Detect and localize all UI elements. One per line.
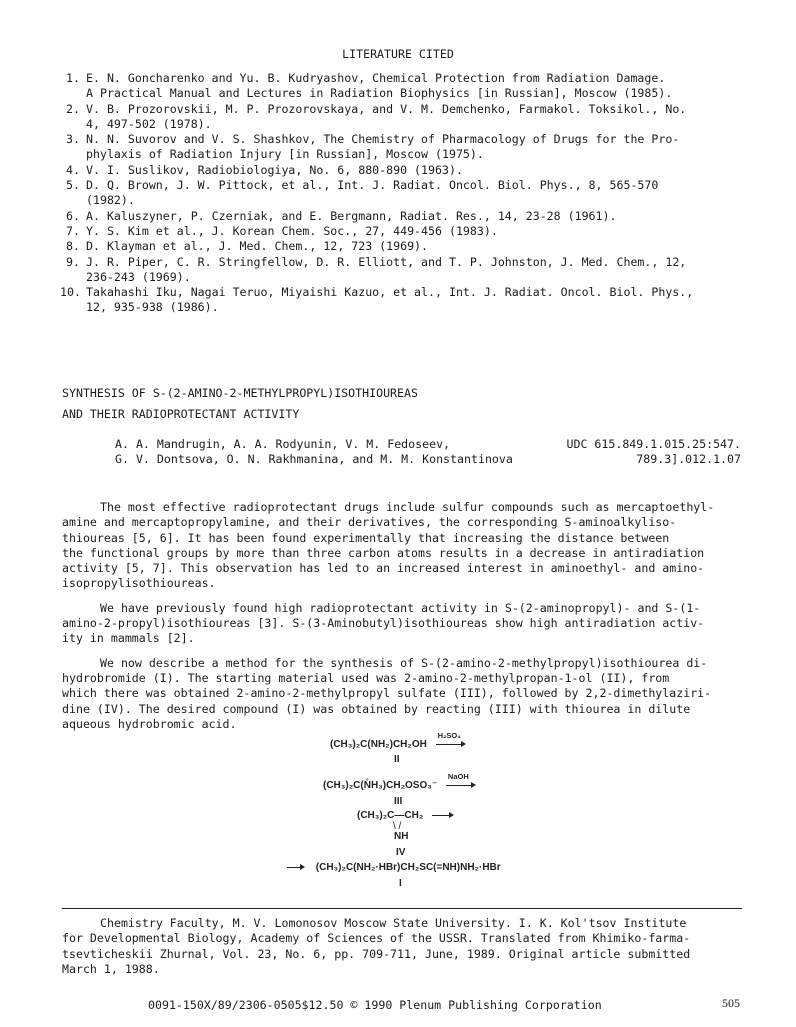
reference-item (60, 255, 760, 286)
copyright-line: 0091-150X/89/2306-0505$12.50 © 1990 Plenum Publishing Corporation (148, 998, 602, 1012)
reference-text: Takahashi Iku, Nagai Teruo, Miyaishi Kazuo, et al., Int. J. Radiat. Oncol. Biol. Phys., 12, 935-938 (1986). (86, 285, 694, 315)
udc-line: 789.3].012.1.07 (636, 452, 741, 467)
reference-number: 8. (66, 239, 80, 254)
udc-code (555, 437, 741, 468)
reference-item (60, 239, 760, 254)
reference-text: N. N. Suvorov and V. S. Shashkov, The Chemistry of Pharmacology of Drugs for the Pro- phylaxis of Radiation Injury [in Russian], Moscow (1975). (86, 132, 680, 162)
udc-line: UDC 615.849.1.015.25:547. (566, 437, 741, 451)
scheme-step-1 (330, 731, 466, 750)
reference-item (60, 178, 760, 209)
compound-label: III (394, 796, 403, 807)
reference-number: 5. (66, 178, 80, 193)
reaction-arrow-icon (287, 863, 305, 871)
reference-number: 6. (66, 208, 80, 223)
reagent-label: H₂SO₄ (437, 731, 461, 741)
body-paragraph: We now describe a method for the synthesis of S-(2-amino-2-methylpropyl)isothiourea di- hydrobromide (I). The starting material used was 2-amino-2-methylpropan-1-ol (II), from which there was obtained 2-amino-2-methylpropyl sulfate (III), followed by 2,2-dimethylaziri- dine (IV). The desired compound (I) was obtained by reacting (III) with thiourea in dilute aqueous hydrobromic acid. (62, 655, 712, 731)
reference-item (60, 102, 760, 133)
footnote-divider (62, 908, 742, 909)
reference-item (60, 163, 760, 178)
reaction-arrow-icon (436, 731, 466, 748)
reference-text: V. I. Suslikov, Radiobiologiya, No. 6, 880-890 (1963). (86, 162, 463, 177)
compound-label: IV (396, 847, 406, 858)
reference-item (60, 71, 760, 102)
reagent-label: NaOH (447, 772, 469, 782)
reference-number: 9. (66, 254, 80, 269)
reference-number: 3. (66, 132, 80, 147)
reference-item (60, 209, 760, 224)
reference-number: 4. (66, 162, 80, 177)
reference-number: 1. (66, 71, 80, 85)
footnote (62, 916, 752, 986)
body-paragraph: The most effective radioprotectant drugs include sulfur compounds such as mercaptoethyl- amine and mercaptopropylamine, and their derivatives, the corresponding S-aminoalkyliso- thioureas [5, 6]. It has been found experimentally that increasing the distance between the functional groups by more than three carbon atoms results in a decrease in antiradiation activity [5, 7]. This observation has led to an increased interest in aminoethyl- and amino- isopropylisothioureas. (62, 500, 715, 591)
compound-iii-formula: (CH₃)₂C(N̊H₃)CH₂OSO₃⁻ (323, 780, 438, 791)
reference-text: D. Q. Brown, J. W. Pittock, et al., Int. J. Radiat. Oncol. Biol. Phys., 8, 565-570 (1982). (86, 178, 659, 208)
reference-text: V. B. Prozorovskii, M. P. Prozorovskaya, and V. M. Demchenko, Farmakol. Toksikol., No. 4, 497-502 (1978). (86, 101, 687, 131)
compound-iv-formula: (CH₃)₂C—CH₂ (357, 810, 424, 821)
reaction-arrow-icon (432, 811, 454, 819)
scheme-step-2 (323, 772, 476, 791)
reference-number: 10. (60, 285, 81, 300)
compound-label: I (399, 878, 402, 889)
compound-ii-formula: (CH₃)₂C(NH₂)CH₂OH (330, 739, 427, 750)
author-line: A. A. Mandrugin, A. A. Rodyunin, V. M. Fedoseev, (115, 437, 451, 451)
literature-cited-heading: LITERATURE CITED (342, 47, 454, 61)
reference-item (60, 285, 760, 316)
reference-text: E. N. Goncharenko and Yu. B. Kudryashov, Chemical Protection from Radiation Damage. A Practical Manual and Lectures in Radiation Biophysics [in Russian], Moscow (1985). (86, 71, 673, 101)
article-title-line: AND THEIR RADIOPROTECTANT ACTIVITY (62, 407, 300, 422)
scheme-product (287, 862, 501, 873)
body-paragraph: We have previously found high radioprotectant activity in S-(2-aminopropyl)- and S-(1- amino-2-propyl)isothioureas [3]. S-(3-Aminobutyl)isothioureas show high antiradiation activ- ity in mammals [2]. (62, 600, 705, 646)
article-title (62, 386, 762, 423)
reference-list (60, 71, 760, 316)
reference-number: 2. (66, 101, 80, 116)
compound-label: II (394, 754, 400, 765)
reference-text: A. Kaluszyner, P. Czerniak, and E. Bergmann, Radiat. Res., 14, 23-28 (1961). (86, 208, 617, 223)
author-list (115, 437, 545, 468)
aziridine-nh: NH (394, 831, 409, 842)
article-body (62, 500, 752, 741)
article-title-line: SYNTHESIS OF S-(2-AMINO-2-METHYLPROPYL)ISOTHIOUREAS (62, 386, 418, 400)
reference-text: D. Klayman et al., J. Med. Chem., 12, 723 (1969). (86, 239, 429, 254)
reference-item (60, 132, 760, 163)
scheme-step-3 (357, 810, 454, 821)
aziridine-bonds: \ / (393, 821, 402, 832)
reference-text: Y. S. Kim et al., J. Korean Chem. Soc., 27, 449-456 (1983). (86, 223, 498, 238)
compound-i-formula: (CH₃)₂C(NH₂·HBr)CH₂SC(=NH)NH₂·HBr (315, 862, 501, 873)
reference-item (60, 224, 760, 239)
reaction-arrow-icon (446, 772, 476, 789)
page-number: 505 (722, 996, 740, 1010)
author-line: G. V. Dontsova, O. N. Rakhmanina, and M. M. Konstantinova (115, 452, 513, 467)
reference-text: J. R. Piper, C. R. Stringfellow, D. R. Elliott, and T. P. Johnston, J. Med. Chem., 12, 236-243 (1969). (86, 254, 687, 284)
footnote-text: Chemistry Faculty, M. V. Lomonosov Moscow State University. I. K. Kol'tsov Institute for Developmental Biology, Academy of Sciences of the USSR. Translated from Khimiko-farma- tsevticheskii Zhurnal, Vol. 23, No. 6, pp. 709-711, June, 1989. Original article submitted March 1, 1988. (62, 916, 691, 976)
reference-number: 7. (66, 223, 80, 238)
